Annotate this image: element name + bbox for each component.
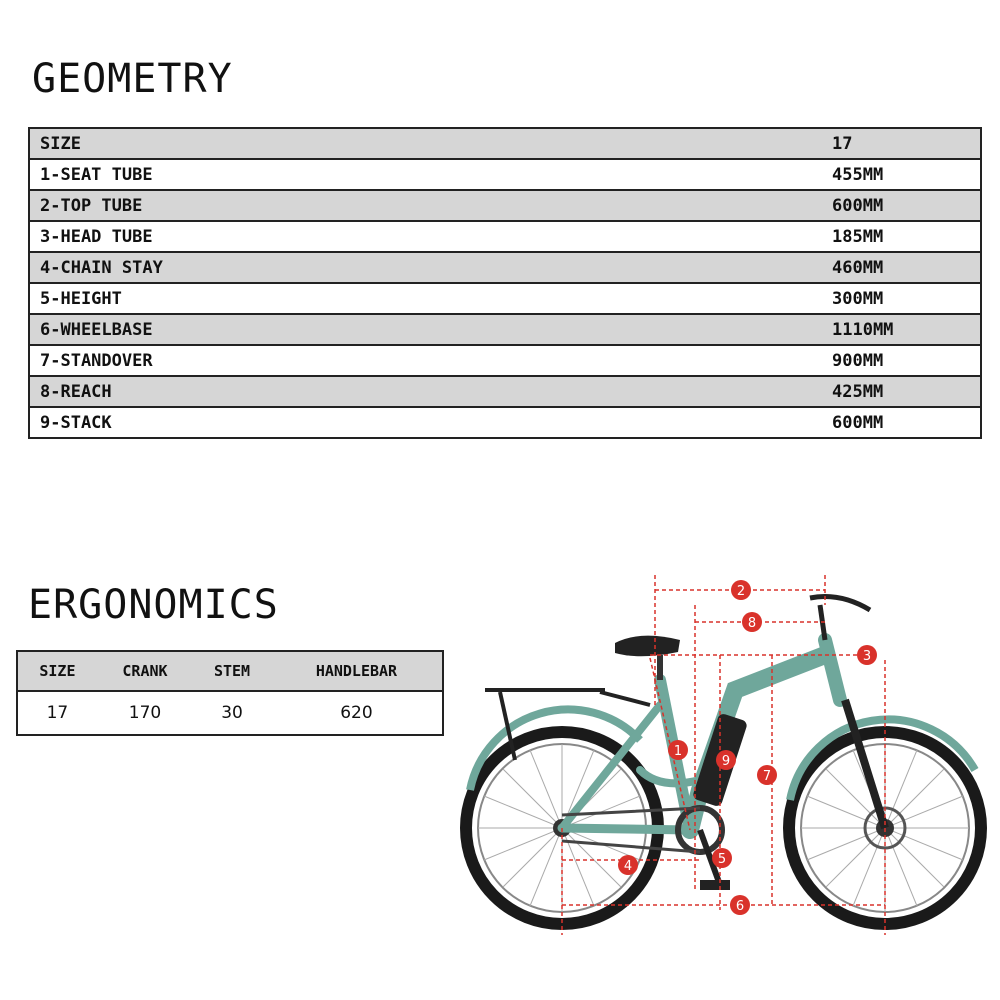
row-label: 5-HEIGHT xyxy=(29,283,828,314)
table-cell: 620 xyxy=(340,703,373,723)
row-value: 17 xyxy=(828,128,981,159)
table-header-row xyxy=(17,651,443,691)
row-label: 7-STANDOVER xyxy=(29,345,828,376)
table-row xyxy=(29,190,981,221)
row-value: 300MM xyxy=(828,283,981,314)
column-header: HANDLEBAR xyxy=(271,651,443,691)
ergonomics-table xyxy=(16,650,444,736)
marker-8 xyxy=(742,612,762,632)
table-row xyxy=(29,159,981,190)
row-value: 600MM xyxy=(828,407,981,438)
marker-2 xyxy=(731,580,751,600)
row-label: 3-HEAD TUBE xyxy=(29,221,828,252)
svg-text:7: 7 xyxy=(762,769,772,784)
table-row xyxy=(29,128,981,159)
svg-text:6: 6 xyxy=(735,899,745,914)
table-row xyxy=(29,283,981,314)
svg-text:1: 1 xyxy=(673,744,683,759)
table-row xyxy=(29,407,981,438)
marker-3 xyxy=(857,645,877,665)
geometry-title: GEOMETRY xyxy=(32,56,233,102)
table-row xyxy=(29,252,981,283)
svg-text:8: 8 xyxy=(747,616,757,631)
marker-5 xyxy=(712,848,732,868)
table-cell: 30 xyxy=(221,703,243,723)
column-header: SIZE xyxy=(17,651,97,691)
marker-4 xyxy=(618,855,638,875)
marker-6 xyxy=(730,895,750,915)
row-value: 185MM xyxy=(828,221,981,252)
table-row xyxy=(29,314,981,345)
column-header: STEM xyxy=(193,651,271,691)
geometry-table xyxy=(28,127,982,439)
row-value: 900MM xyxy=(828,345,981,376)
marker-7 xyxy=(757,765,777,785)
table-cell: 17 xyxy=(46,703,69,723)
table-row xyxy=(29,221,981,252)
table-cell: 170 xyxy=(128,703,162,723)
row-label: 2-TOP TUBE xyxy=(29,190,828,221)
svg-text:2: 2 xyxy=(736,584,746,599)
handlebar xyxy=(810,597,870,641)
svg-text:3: 3 xyxy=(862,649,872,664)
svg-text:9: 9 xyxy=(721,754,731,769)
row-label: 4-CHAIN STAY xyxy=(29,252,828,283)
row-value: 460MM xyxy=(828,252,981,283)
row-value: 600MM xyxy=(828,190,981,221)
row-label: 8-REACH xyxy=(29,376,828,407)
svg-text:5: 5 xyxy=(717,852,727,867)
marker-9 xyxy=(716,750,736,770)
marker-1 xyxy=(668,740,688,760)
row-value: 425MM xyxy=(828,376,981,407)
svg-text:4: 4 xyxy=(623,859,633,874)
bike-geometry-diagram xyxy=(455,566,990,946)
table-row xyxy=(29,376,981,407)
row-label: SIZE xyxy=(29,128,828,159)
table-row xyxy=(17,691,443,735)
row-label: 9-STACK xyxy=(29,407,828,438)
table-row xyxy=(29,345,981,376)
ergonomics-title: ERGONOMICS xyxy=(28,582,279,628)
row-value: 455MM xyxy=(828,159,981,190)
saddle xyxy=(615,636,680,680)
row-label: 1-SEAT TUBE xyxy=(29,159,828,190)
row-value: 1110MM xyxy=(828,314,981,345)
column-header: CRANK xyxy=(97,651,193,691)
row-label: 6-WHEELBASE xyxy=(29,314,828,345)
